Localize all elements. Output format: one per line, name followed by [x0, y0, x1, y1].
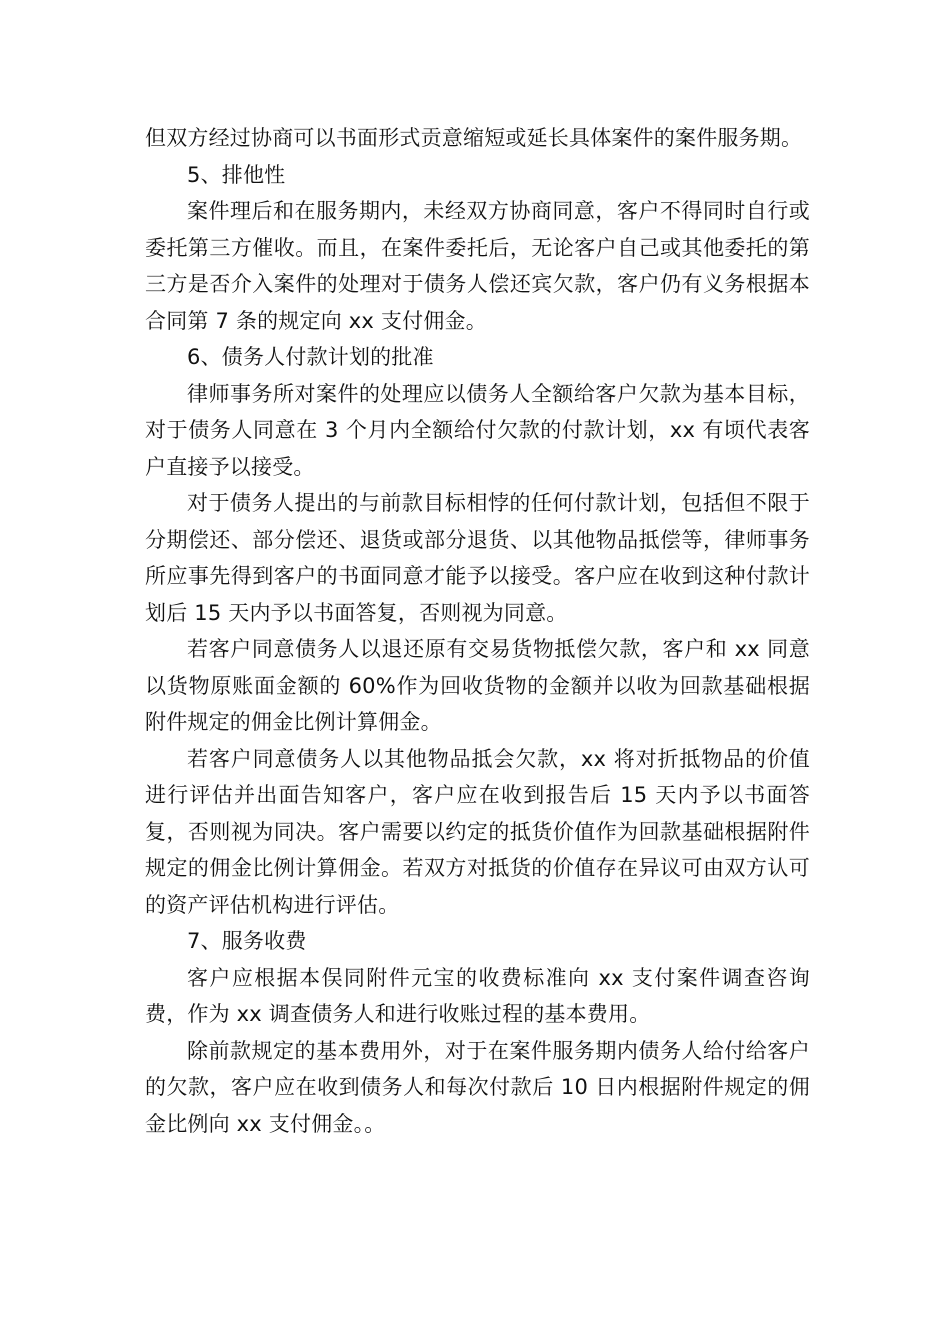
- section-heading-service-fee: 7、服务收费: [187, 929, 307, 953]
- paragraph-investigation-fee: 客户应根据本俣同附件元宝的收费标准向 xx 支付案件调查咨询费，作为 xx 调查债务人和进行收账过程的基本费用。: [145, 965, 810, 1026]
- paragraph-other-goods: 若客户同意债务人以其他物品抵会欠款，xx 将对折抵物品的价值进行评估并出面告知客户，客户应在收到报告后 15 天内予以书面答复，否则视为同决。客户需要以约定的抵货价值作为回款基础根据附件规定的佣金比例计算佣金。若双方对抵货的价值存在异议可由双方认可的资产评估机构进行评估。: [145, 746, 810, 917]
- paragraph-other-plans: 对于债务人提出的与前款目标相悖的任何付款计划，包括但不限于分期偿还、部分偿还、退货或部分退货、以其他物品抵偿等，律师事务所应事先得到客户的书面同意才能予以接受。客户应在收到这种付款计划后 15 天内予以书面答复，否则视为同意。: [145, 491, 810, 625]
- paragraph-exclusivity: 案件理后和在服务期内，未经双方协商同意，客户不得同时自行或委托第三方催收。而且，在案件委托后，无论客户自己或其他委托的第三方是否介入案件的处理对于债务人偿还宾欠款，客户仍有义务根据本合同第 7 条的规定向 xx 支付佣金。: [145, 199, 810, 333]
- paragraph-continuation: 但双方经过协商可以书面形式贡意缩短或延长具体案件的案件服务期。: [145, 126, 803, 150]
- section-heading-exclusivity: 5、排他性: [187, 162, 286, 187]
- section-heading-payment-plan: 6、债务人付款计划的批准: [187, 345, 434, 369]
- document-body: [145, 120, 810, 1142]
- paragraph-commission: 除前款规定的基本费用外，对于在案件服务期内债务人给付给客户的欠款，客户应在收到债务人和每次付款后 10 日内根据附件规定的佣金比例向 xx 支付佣金。。: [145, 1038, 810, 1136]
- paragraph-payment-goal: 律师事务所对案件的处理应以债务人全额给客户欠款为基本目标，对于债务人同意在 3 个月内全额给付欠款的付款计划，xx 有顷代表客户直接予以接受。: [145, 381, 810, 479]
- paragraph-goods-return: 若客户同意债务人以退还原有交易货物抵偿欠款，客户和 xx 同意以货物原账面金额的 60%作为回收货物的金额并以收为回款基础根据附件规定的佣金比例计算佣金。: [145, 637, 810, 734]
